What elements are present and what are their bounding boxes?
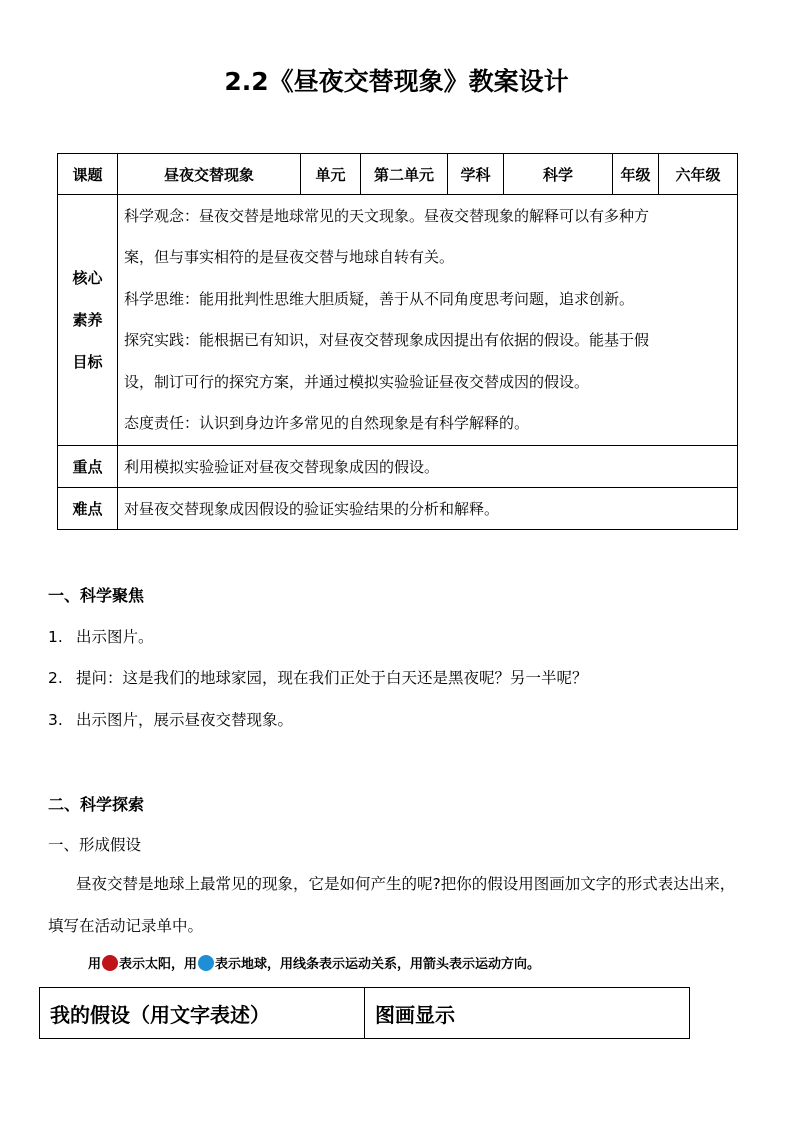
subject-value: 科学	[504, 154, 613, 195]
grade-value: 六年级	[659, 154, 738, 195]
key-point-label: 重点	[58, 446, 118, 488]
legend-instruction	[88, 953, 540, 972]
legend-text: 表示太阳，用	[119, 957, 198, 972]
difficulty-value: 对昼夜交替现象成因假设的验证实验结果的分析和解释。	[118, 488, 738, 530]
page-title: 2.2《昼夜交替现象》教案设计	[224, 67, 569, 96]
list-item-number: 2.	[48, 669, 63, 687]
core-line: 科学思维：能用批判性思维大胆质疑，善于从不同角度思考问题，追求创新。	[124, 289, 635, 308]
difficulty-label: 难点	[58, 488, 118, 530]
core-line: 探究实践：能根据已有知识，对昼夜交替现象成因提出有依据的假设。能基于假	[124, 331, 650, 349]
list-item-text: 出示图片。	[76, 628, 154, 646]
core-line: 案，但与事实相符的是昼夜交替与地球自转有关。	[124, 248, 455, 266]
hypothesis-table	[39, 987, 690, 1039]
subject-label: 学科	[448, 154, 504, 195]
core-label-line: 素养	[72, 311, 103, 329]
legend-text: 表示地球，用线条表示运动关系，用箭头表示运动方向。	[215, 957, 541, 972]
list-item-text: 提问：这是我们的地球家园，现在我们正处于白天还是黑夜呢？另一半呢？	[76, 669, 588, 687]
core-goals-label	[58, 195, 118, 446]
hypothesis-text-header: 我的假设（用文字表述）	[40, 988, 365, 1039]
core-label-line: 核心	[72, 269, 103, 287]
topic-label: 课题	[58, 154, 118, 195]
core-line: 科学观念：昼夜交替是地球常见的天文现象。昼夜交替现象的解释可以有多种方	[124, 206, 650, 225]
earth-dot-icon	[198, 955, 214, 971]
unit-label: 单元	[301, 154, 361, 195]
section2-heading: 二、科学探索	[48, 795, 145, 814]
unit-value: 第二单元	[361, 154, 448, 195]
hypothesis-paragraph: 昼夜交替是地球上最常见的现象，它是如何产生的呢?把你的假设用图画加文字的形式表达出来，填写在活动记录单中。	[48, 875, 736, 935]
list-item-number: 3.	[48, 711, 63, 729]
list-item	[48, 625, 154, 647]
legend-text: 用	[88, 957, 102, 972]
key-point-value: 利用模拟实验验证对昼夜交替现象成因的假设。	[118, 446, 738, 488]
sub-heading: 一、形成假设	[48, 836, 142, 854]
section1-heading: 一、科学聚焦	[48, 586, 145, 605]
core-goals-text	[118, 195, 738, 446]
core-line: 态度责任：认识到身边许多常见的自然现象是有科学解释的。	[124, 414, 530, 432]
list-item	[48, 666, 588, 688]
topic-value: 昼夜交替现象	[118, 154, 301, 195]
sun-dot-icon	[102, 955, 118, 971]
drawing-header: 图画显示	[365, 988, 690, 1039]
core-label-line: 目标	[72, 353, 103, 371]
list-item-number: 1.	[48, 628, 63, 646]
list-item-text: 出示图片，展示昼夜交替现象。	[76, 711, 294, 729]
grade-label: 年级	[613, 154, 659, 195]
lesson-info-table	[57, 153, 738, 530]
list-item	[48, 708, 293, 730]
core-line: 设，制订可行的探究方案，并通过模拟实验验证昼夜交替成因的假设。	[124, 372, 590, 391]
